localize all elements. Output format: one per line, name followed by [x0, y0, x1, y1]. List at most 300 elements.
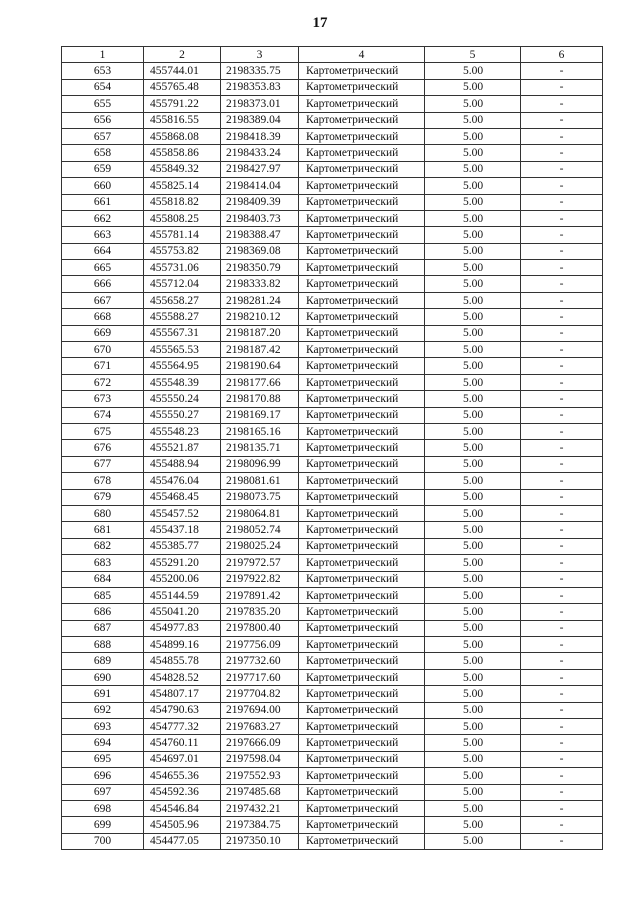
note-cell: -: [521, 145, 603, 161]
point-number-cell: 653: [62, 63, 144, 79]
x-coordinate-cell: 455808.25: [144, 210, 221, 226]
table-row: [62, 210, 603, 226]
accuracy-cell: 5.00: [425, 653, 521, 669]
accuracy-cell: 5.00: [425, 555, 521, 571]
method-cell: Картометрический: [299, 227, 425, 243]
x-coordinate-cell: 455144.59: [144, 587, 221, 603]
point-number-cell: 674: [62, 407, 144, 423]
y-coordinate-cell: 2198025.24: [221, 538, 299, 554]
method-cell: Картометрический: [299, 276, 425, 292]
x-coordinate-cell: 454790.63: [144, 702, 221, 718]
note-cell: -: [521, 800, 603, 816]
table-row: [62, 325, 603, 341]
accuracy-cell: 5.00: [425, 227, 521, 243]
method-cell: Картометрический: [299, 768, 425, 784]
accuracy-cell: 5.00: [425, 751, 521, 767]
x-coordinate-cell: 455564.95: [144, 358, 221, 374]
accuracy-cell: 5.00: [425, 63, 521, 79]
y-coordinate-cell: 2198187.42: [221, 342, 299, 358]
accuracy-cell: 5.00: [425, 391, 521, 407]
point-number-cell: 696: [62, 768, 144, 784]
accuracy-cell: 5.00: [425, 260, 521, 276]
table-row: [62, 79, 603, 95]
note-cell: -: [521, 178, 603, 194]
point-number-cell: 663: [62, 227, 144, 243]
accuracy-cell: 5.00: [425, 735, 521, 751]
note-cell: -: [521, 620, 603, 636]
table-row: [62, 440, 603, 456]
point-number-cell: 656: [62, 112, 144, 128]
x-coordinate-cell: 454760.11: [144, 735, 221, 751]
point-number-cell: 685: [62, 587, 144, 603]
x-coordinate-cell: 455753.82: [144, 243, 221, 259]
method-cell: Картометрический: [299, 538, 425, 554]
note-cell: -: [521, 702, 603, 718]
table-row: [62, 342, 603, 358]
table-row: [62, 456, 603, 472]
point-number-cell: 697: [62, 784, 144, 800]
x-coordinate-cell: 455200.06: [144, 571, 221, 587]
point-number-cell: 676: [62, 440, 144, 456]
method-cell: Картометрический: [299, 342, 425, 358]
method-cell: Картометрический: [299, 817, 425, 833]
y-coordinate-cell: 2198333.82: [221, 276, 299, 292]
table-row: [62, 194, 603, 210]
table-row: [62, 784, 603, 800]
point-number-cell: 657: [62, 128, 144, 144]
accuracy-cell: 5.00: [425, 571, 521, 587]
note-cell: -: [521, 768, 603, 784]
point-number-cell: 692: [62, 702, 144, 718]
point-number-cell: 675: [62, 423, 144, 439]
x-coordinate-cell: 454546.84: [144, 800, 221, 816]
table-row: [62, 768, 603, 784]
note-cell: -: [521, 505, 603, 521]
note-cell: -: [521, 555, 603, 571]
point-number-cell: 672: [62, 374, 144, 390]
y-coordinate-cell: 2197922.82: [221, 571, 299, 587]
point-number-cell: 658: [62, 145, 144, 161]
point-number-cell: 694: [62, 735, 144, 751]
table-row: [62, 669, 603, 685]
y-coordinate-cell: 2198418.39: [221, 128, 299, 144]
table-row: [62, 260, 603, 276]
table-row: [62, 538, 603, 554]
y-coordinate-cell: 2197704.82: [221, 686, 299, 702]
y-coordinate-cell: 2198403.73: [221, 210, 299, 226]
method-cell: Картометрический: [299, 800, 425, 816]
table-row: [62, 751, 603, 767]
note-cell: -: [521, 243, 603, 259]
table-row: [62, 178, 603, 194]
point-number-cell: 661: [62, 194, 144, 210]
accuracy-cell: 5.00: [425, 178, 521, 194]
note-cell: -: [521, 292, 603, 308]
method-cell: Картометрический: [299, 587, 425, 603]
x-coordinate-cell: 455385.77: [144, 538, 221, 554]
point-number-cell: 693: [62, 719, 144, 735]
method-cell: Картометрический: [299, 374, 425, 390]
method-cell: Картометрический: [299, 112, 425, 128]
point-number-cell: 668: [62, 309, 144, 325]
table-row: [62, 620, 603, 636]
table-row: [62, 243, 603, 259]
method-cell: Картометрический: [299, 784, 425, 800]
column-header-4: 4: [299, 47, 425, 63]
y-coordinate-cell: 2198169.17: [221, 407, 299, 423]
y-coordinate-cell: 2198165.16: [221, 423, 299, 439]
x-coordinate-cell: 455588.27: [144, 309, 221, 325]
column-header-6: 6: [521, 47, 603, 63]
x-coordinate-cell: 455825.14: [144, 178, 221, 194]
method-cell: Картометрический: [299, 833, 425, 849]
x-coordinate-cell: 455565.53: [144, 342, 221, 358]
x-coordinate-cell: 455548.39: [144, 374, 221, 390]
point-number-cell: 683: [62, 555, 144, 571]
y-coordinate-cell: 2198369.08: [221, 243, 299, 259]
note-cell: -: [521, 587, 603, 603]
table-row: [62, 833, 603, 849]
method-cell: Картометрический: [299, 702, 425, 718]
note-cell: -: [521, 489, 603, 505]
x-coordinate-cell: 455868.08: [144, 128, 221, 144]
x-coordinate-cell: 454655.36: [144, 768, 221, 784]
table-body: [62, 63, 603, 850]
x-coordinate-cell: 455818.82: [144, 194, 221, 210]
x-coordinate-cell: 455550.27: [144, 407, 221, 423]
note-cell: -: [521, 456, 603, 472]
y-coordinate-cell: 2198353.83: [221, 79, 299, 95]
method-cell: Картометрический: [299, 751, 425, 767]
method-cell: Картометрический: [299, 309, 425, 325]
accuracy-cell: 5.00: [425, 128, 521, 144]
method-cell: Картометрический: [299, 423, 425, 439]
x-coordinate-cell: 454977.83: [144, 620, 221, 636]
accuracy-cell: 5.00: [425, 637, 521, 653]
note-cell: -: [521, 276, 603, 292]
accuracy-cell: 5.00: [425, 407, 521, 423]
method-cell: Картометрический: [299, 604, 425, 620]
table-row: [62, 489, 603, 505]
point-number-cell: 678: [62, 473, 144, 489]
point-number-cell: 659: [62, 161, 144, 177]
x-coordinate-cell: 454855.78: [144, 653, 221, 669]
point-number-cell: 688: [62, 637, 144, 653]
table-row: [62, 522, 603, 538]
y-coordinate-cell: 2198335.75: [221, 63, 299, 79]
table-row: [62, 604, 603, 620]
note-cell: -: [521, 833, 603, 849]
note-cell: -: [521, 637, 603, 653]
point-number-cell: 686: [62, 604, 144, 620]
accuracy-cell: 5.00: [425, 423, 521, 439]
table-row: [62, 571, 603, 587]
y-coordinate-cell: 2197717.60: [221, 669, 299, 685]
accuracy-cell: 5.00: [425, 145, 521, 161]
accuracy-cell: 5.00: [425, 620, 521, 636]
note-cell: -: [521, 407, 603, 423]
note-cell: -: [521, 751, 603, 767]
point-number-cell: 684: [62, 571, 144, 587]
y-coordinate-cell: 2198073.75: [221, 489, 299, 505]
method-cell: Картометрический: [299, 735, 425, 751]
y-coordinate-cell: 2197800.40: [221, 620, 299, 636]
y-coordinate-cell: 2198052.74: [221, 522, 299, 538]
method-cell: Картометрический: [299, 358, 425, 374]
y-coordinate-cell: 2197732.60: [221, 653, 299, 669]
point-number-cell: 654: [62, 79, 144, 95]
x-coordinate-cell: 455457.52: [144, 505, 221, 521]
method-cell: Картометрический: [299, 391, 425, 407]
table-row: [62, 63, 603, 79]
accuracy-cell: 5.00: [425, 587, 521, 603]
method-cell: Картометрический: [299, 653, 425, 669]
y-coordinate-cell: 2198096.99: [221, 456, 299, 472]
table-row: [62, 686, 603, 702]
page-number: 17: [312, 15, 328, 31]
accuracy-cell: 5.00: [425, 604, 521, 620]
x-coordinate-cell: 455041.20: [144, 604, 221, 620]
y-coordinate-cell: 2197694.00: [221, 702, 299, 718]
column-header-3: 3: [221, 47, 299, 63]
accuracy-cell: 5.00: [425, 342, 521, 358]
note-cell: -: [521, 161, 603, 177]
x-coordinate-cell: 455731.06: [144, 260, 221, 276]
y-coordinate-cell: 2198389.04: [221, 112, 299, 128]
note-cell: -: [521, 473, 603, 489]
x-coordinate-cell: 455744.01: [144, 63, 221, 79]
coordinates-table: [61, 46, 603, 850]
y-coordinate-cell: 2197485.68: [221, 784, 299, 800]
table-row: [62, 735, 603, 751]
x-coordinate-cell: 455816.55: [144, 112, 221, 128]
point-number-cell: 689: [62, 653, 144, 669]
point-number-cell: 699: [62, 817, 144, 833]
y-coordinate-cell: 2198135.71: [221, 440, 299, 456]
point-number-cell: 680: [62, 505, 144, 521]
table-row: [62, 227, 603, 243]
table-row: [62, 473, 603, 489]
accuracy-cell: 5.00: [425, 505, 521, 521]
point-number-cell: 670: [62, 342, 144, 358]
method-cell: Картометрический: [299, 719, 425, 735]
table-row: [62, 145, 603, 161]
accuracy-cell: 5.00: [425, 702, 521, 718]
note-cell: -: [521, 309, 603, 325]
x-coordinate-cell: 455849.32: [144, 161, 221, 177]
table-row: [62, 505, 603, 521]
note-cell: -: [521, 522, 603, 538]
note-cell: -: [521, 194, 603, 210]
method-cell: Картометрический: [299, 637, 425, 653]
x-coordinate-cell: 455548.23: [144, 423, 221, 439]
note-cell: -: [521, 342, 603, 358]
table-row: [62, 309, 603, 325]
y-coordinate-cell: 2198081.61: [221, 473, 299, 489]
x-coordinate-cell: 455291.20: [144, 555, 221, 571]
method-cell: Картометрический: [299, 620, 425, 636]
note-cell: -: [521, 391, 603, 407]
method-cell: Картометрический: [299, 79, 425, 95]
accuracy-cell: 5.00: [425, 817, 521, 833]
accuracy-cell: 5.00: [425, 456, 521, 472]
method-cell: Картометрический: [299, 145, 425, 161]
x-coordinate-cell: 455437.18: [144, 522, 221, 538]
method-cell: Картометрический: [299, 473, 425, 489]
y-coordinate-cell: 2198433.24: [221, 145, 299, 161]
note-cell: -: [521, 358, 603, 374]
accuracy-cell: 5.00: [425, 292, 521, 308]
x-coordinate-cell: 455765.48: [144, 79, 221, 95]
accuracy-cell: 5.00: [425, 833, 521, 849]
accuracy-cell: 5.00: [425, 96, 521, 112]
note-cell: -: [521, 653, 603, 669]
method-cell: Картометрический: [299, 440, 425, 456]
note-cell: -: [521, 604, 603, 620]
accuracy-cell: 5.00: [425, 112, 521, 128]
note-cell: -: [521, 735, 603, 751]
accuracy-cell: 5.00: [425, 473, 521, 489]
accuracy-cell: 5.00: [425, 686, 521, 702]
point-number-cell: 690: [62, 669, 144, 685]
x-coordinate-cell: 454592.36: [144, 784, 221, 800]
x-coordinate-cell: 454899.16: [144, 637, 221, 653]
x-coordinate-cell: 454828.52: [144, 669, 221, 685]
accuracy-cell: 5.00: [425, 243, 521, 259]
accuracy-cell: 5.00: [425, 309, 521, 325]
y-coordinate-cell: 2198210.12: [221, 309, 299, 325]
y-coordinate-cell: 2198190.64: [221, 358, 299, 374]
y-coordinate-cell: 2198427.97: [221, 161, 299, 177]
x-coordinate-cell: 454807.17: [144, 686, 221, 702]
y-coordinate-cell: 2197552.93: [221, 768, 299, 784]
accuracy-cell: 5.00: [425, 669, 521, 685]
table-row: [62, 555, 603, 571]
y-coordinate-cell: 2198177.66: [221, 374, 299, 390]
point-number-cell: 667: [62, 292, 144, 308]
accuracy-cell: 5.00: [425, 325, 521, 341]
table-row: [62, 800, 603, 816]
y-coordinate-cell: 2198170.88: [221, 391, 299, 407]
point-number-cell: 691: [62, 686, 144, 702]
x-coordinate-cell: 455858.86: [144, 145, 221, 161]
x-coordinate-cell: 455521.87: [144, 440, 221, 456]
table-row: [62, 817, 603, 833]
y-coordinate-cell: 2197835.20: [221, 604, 299, 620]
table-row: [62, 637, 603, 653]
table-row: [62, 719, 603, 735]
table-row: [62, 653, 603, 669]
note-cell: -: [521, 571, 603, 587]
accuracy-cell: 5.00: [425, 768, 521, 784]
method-cell: Картометрический: [299, 292, 425, 308]
accuracy-cell: 5.00: [425, 358, 521, 374]
y-coordinate-cell: 2198281.24: [221, 292, 299, 308]
method-cell: Картометрический: [299, 456, 425, 472]
y-coordinate-cell: 2197891.42: [221, 587, 299, 603]
x-coordinate-cell: 455658.27: [144, 292, 221, 308]
note-cell: -: [521, 719, 603, 735]
method-cell: Картометрический: [299, 243, 425, 259]
y-coordinate-cell: 2197350.10: [221, 833, 299, 849]
y-coordinate-cell: 2198388.47: [221, 227, 299, 243]
note-cell: -: [521, 538, 603, 554]
x-coordinate-cell: 455712.04: [144, 276, 221, 292]
point-number-cell: 665: [62, 260, 144, 276]
column-header-2: 2: [144, 47, 221, 63]
point-number-cell: 671: [62, 358, 144, 374]
point-number-cell: 666: [62, 276, 144, 292]
x-coordinate-cell: 455476.04: [144, 473, 221, 489]
note-cell: -: [521, 79, 603, 95]
point-number-cell: 660: [62, 178, 144, 194]
point-number-cell: 662: [62, 210, 144, 226]
y-coordinate-cell: 2197598.04: [221, 751, 299, 767]
method-cell: Картометрический: [299, 96, 425, 112]
note-cell: -: [521, 210, 603, 226]
note-cell: -: [521, 63, 603, 79]
point-number-cell: 695: [62, 751, 144, 767]
note-cell: -: [521, 374, 603, 390]
y-coordinate-cell: 2197432.21: [221, 800, 299, 816]
column-header-5: 5: [425, 47, 521, 63]
x-coordinate-cell: 455781.14: [144, 227, 221, 243]
table-row: [62, 112, 603, 128]
note-cell: -: [521, 440, 603, 456]
note-cell: -: [521, 669, 603, 685]
accuracy-cell: 5.00: [425, 522, 521, 538]
accuracy-cell: 5.00: [425, 276, 521, 292]
table-row: [62, 423, 603, 439]
note-cell: -: [521, 128, 603, 144]
method-cell: Картометрический: [299, 194, 425, 210]
x-coordinate-cell: 454777.32: [144, 719, 221, 735]
y-coordinate-cell: 2198350.79: [221, 260, 299, 276]
y-coordinate-cell: 2197972.57: [221, 555, 299, 571]
table-row: [62, 358, 603, 374]
table-row: [62, 702, 603, 718]
y-coordinate-cell: 2197756.09: [221, 637, 299, 653]
note-cell: -: [521, 227, 603, 243]
point-number-cell: 700: [62, 833, 144, 849]
method-cell: Картометрический: [299, 63, 425, 79]
method-cell: Картометрический: [299, 178, 425, 194]
accuracy-cell: 5.00: [425, 800, 521, 816]
y-coordinate-cell: 2197384.75: [221, 817, 299, 833]
table-row: [62, 391, 603, 407]
method-cell: Картометрический: [299, 522, 425, 538]
point-number-cell: 681: [62, 522, 144, 538]
note-cell: -: [521, 96, 603, 112]
accuracy-cell: 5.00: [425, 440, 521, 456]
table-header-row: [62, 47, 603, 63]
x-coordinate-cell: 455488.94: [144, 456, 221, 472]
table-row: [62, 374, 603, 390]
table-row: [62, 292, 603, 308]
x-coordinate-cell: 455468.45: [144, 489, 221, 505]
point-number-cell: 673: [62, 391, 144, 407]
x-coordinate-cell: 455567.31: [144, 325, 221, 341]
table-row: [62, 407, 603, 423]
method-cell: Картометрический: [299, 571, 425, 587]
x-coordinate-cell: 454697.01: [144, 751, 221, 767]
point-number-cell: 677: [62, 456, 144, 472]
x-coordinate-cell: 455550.24: [144, 391, 221, 407]
point-number-cell: 664: [62, 243, 144, 259]
x-coordinate-cell: 454505.96: [144, 817, 221, 833]
method-cell: Картометрический: [299, 407, 425, 423]
method-cell: Картометрический: [299, 505, 425, 521]
